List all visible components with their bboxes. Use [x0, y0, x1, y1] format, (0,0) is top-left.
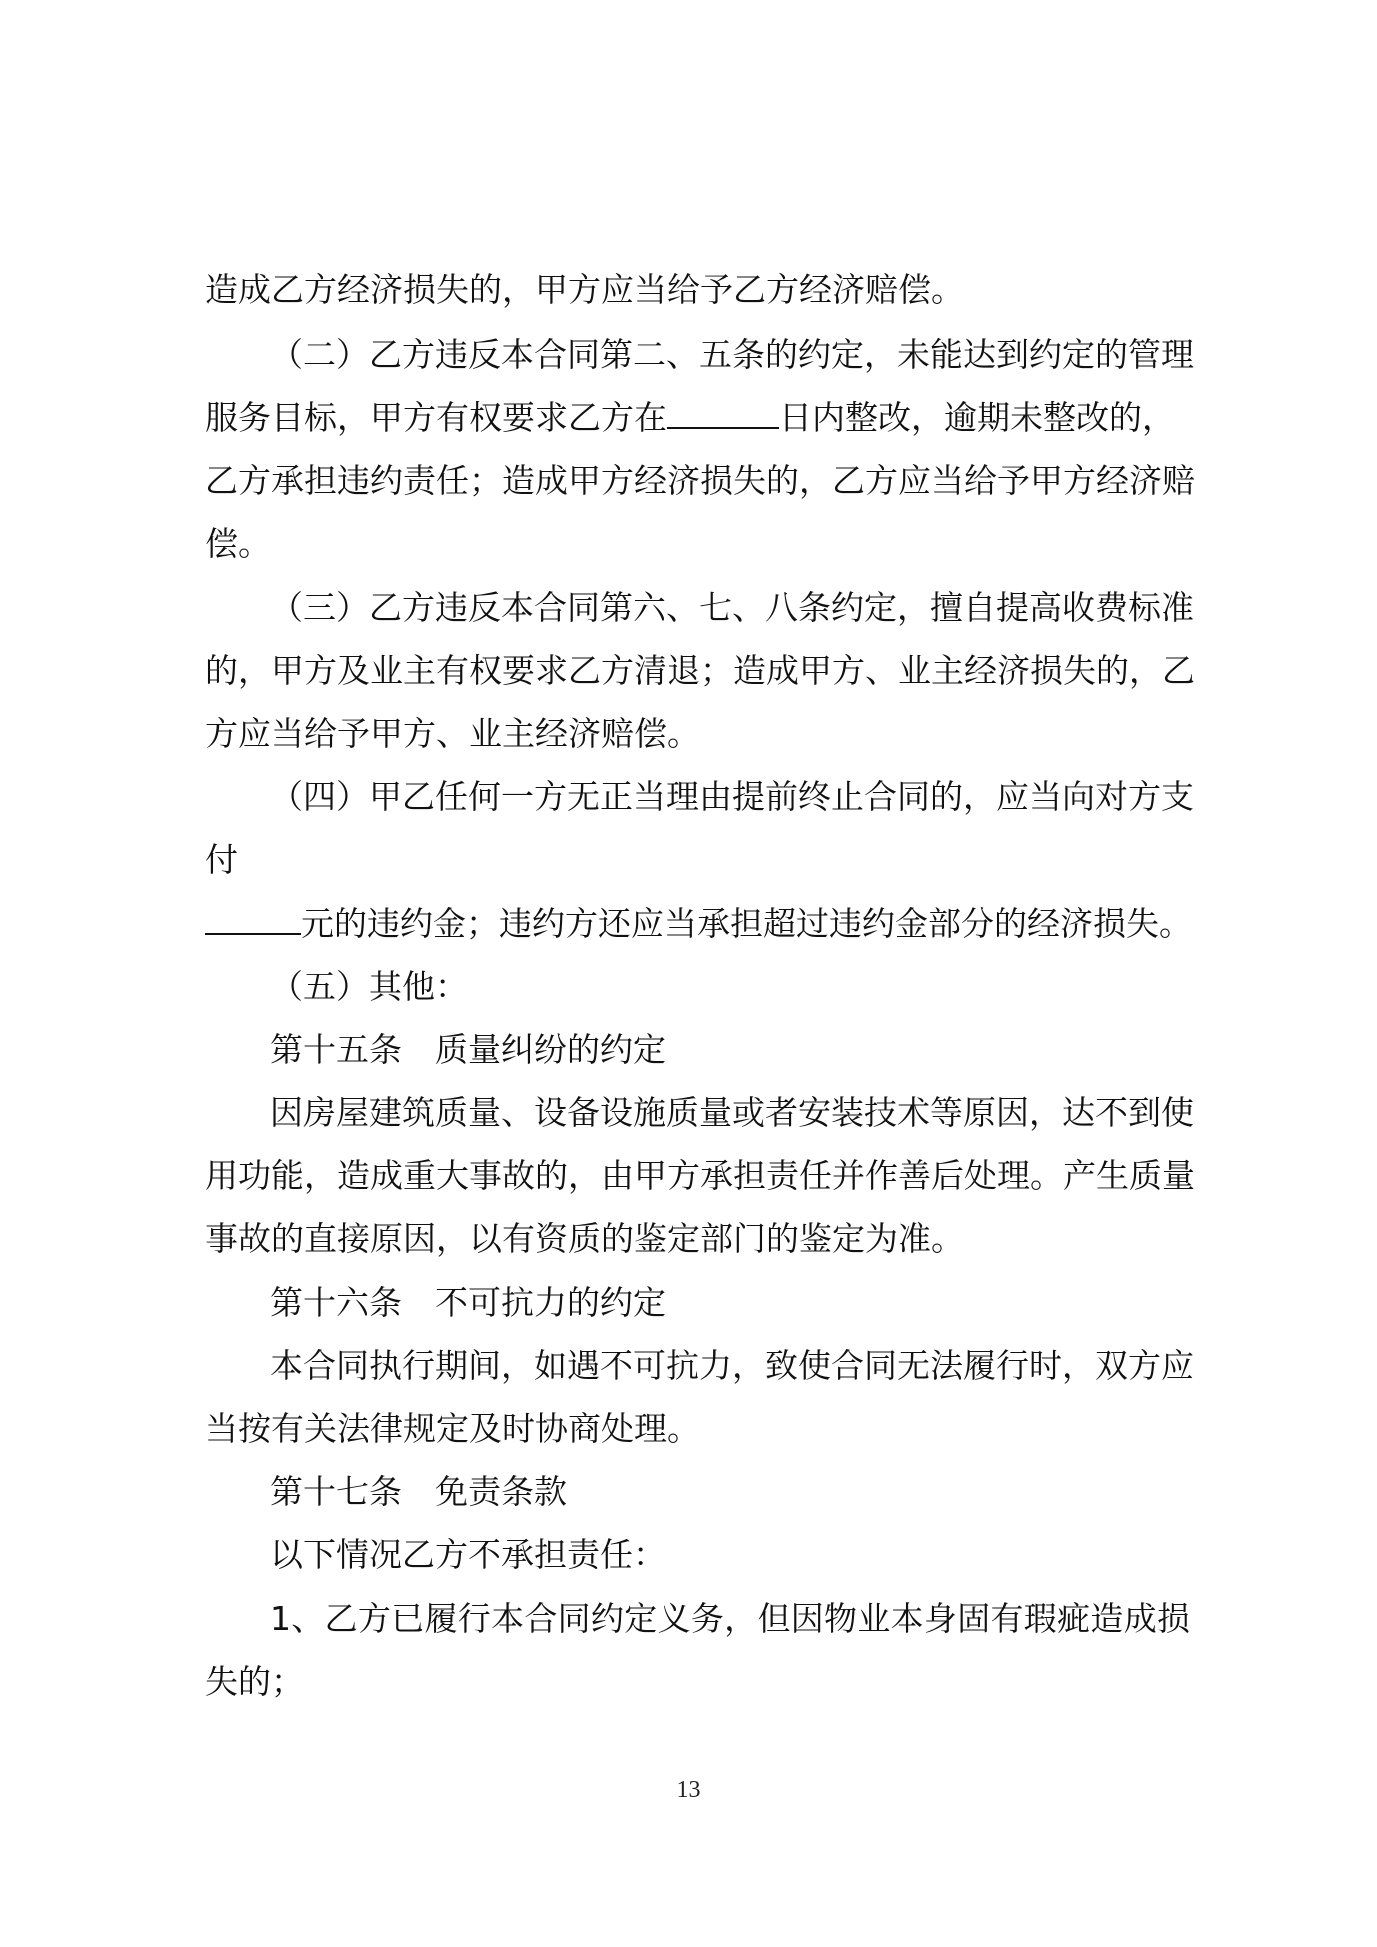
paragraph-line: 乙方承担违约责任；造成甲方经济损失的，乙方应当给予甲方经济赔	[205, 461, 1195, 500]
paragraph-line: 方应当给予甲方、业主经济赔偿。	[205, 714, 700, 753]
paragraph-line: 用功能，造成重大事故的，由甲方承担责任并作善后处理。产生质量	[205, 1156, 1195, 1195]
paragraph-line: 付	[205, 840, 238, 879]
paragraph-line: 本合同执行期间，如遇不可抗力，致使合同无法履行时，双方应	[270, 1346, 1194, 1385]
paragraph-line: 以下情况乙方不承担责任：	[270, 1535, 666, 1574]
fill-in-blank	[205, 905, 301, 935]
paragraph-line	[205, 904, 1192, 944]
page-number: 13	[676, 1777, 701, 1803]
paragraph-line: （二）乙方违反本合同第二、五条的约定，未能达到约定的管理	[270, 335, 1194, 374]
paragraph-line: 偿。	[205, 524, 271, 563]
article-heading: 第十五条 质量纠纷的约定	[270, 1030, 666, 1069]
line-text: 日内整改，逾期未整改的，	[779, 398, 1175, 437]
fill-in-blank	[667, 399, 779, 429]
paragraph-line: 失的；	[205, 1662, 304, 1701]
paragraph-line: （三）乙方违反本合同第六、七、八条约定，擅自提高收费标准	[270, 588, 1194, 627]
article-heading: 第十七条 免责条款	[270, 1472, 567, 1511]
paragraph-line: 造成乙方经济损失的，甲方应当给予乙方经济赔偿。	[205, 270, 964, 309]
paragraph-line: 当按有关法律规定及时协商处理。	[205, 1409, 700, 1448]
paragraph-line: 事故的直接原因，以有资质的鉴定部门的鉴定为准。	[205, 1219, 964, 1258]
paragraph-line: （五）其他：	[270, 967, 468, 1006]
article-heading: 第十六条 不可抗力的约定	[270, 1283, 666, 1322]
paragraph-line: 1、乙方已履行本合同约定义务，但因物业本身固有瑕疵造成损	[270, 1599, 1190, 1638]
paragraph-line: 因房屋建筑质量、设备设施质量或者安装技术等原因，达不到使	[270, 1093, 1194, 1132]
paragraph-line: 的，甲方及业主有权要求乙方清退；造成甲方、业主经济损失的，乙	[205, 651, 1195, 690]
paragraph-line: （四）甲乙任何一方无正当理由提前终止合同的，应当向对方支	[270, 777, 1194, 816]
line-text: 服务目标，甲方有权要求乙方在	[205, 398, 667, 437]
line-text: 元的违约金；违约方还应当承担超过违约金部分的经济损失。	[301, 904, 1192, 943]
paragraph-line	[205, 398, 1175, 438]
